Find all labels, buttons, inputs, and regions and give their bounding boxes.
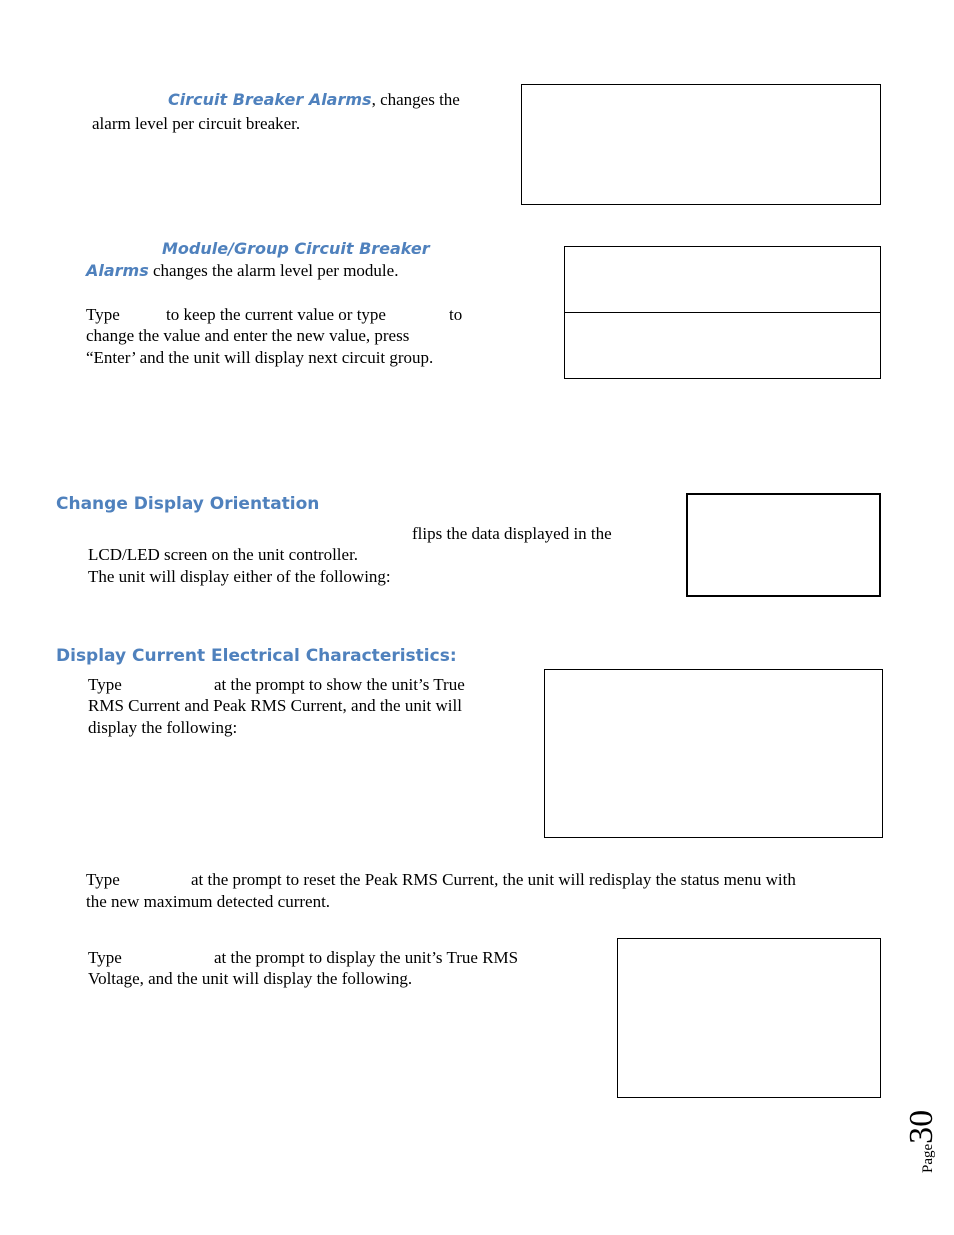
cb-alarms-screen-box: [521, 84, 881, 205]
cb-alarms-text: , changes the: [371, 90, 460, 109]
current-screen-box: [544, 669, 883, 838]
module-line2: change the value and enter the new value, press: [86, 326, 410, 345]
module-alarms-title-line2: Alarms: [86, 261, 149, 280]
cb-alarms-title: Circuit Breaker Alarms: [168, 90, 372, 109]
orientation-screen-box: [686, 493, 881, 597]
reset-line2: the new maximum detected current.: [86, 892, 331, 911]
orientation-line3: The unit will display either of the following:: [88, 567, 391, 586]
orientation-line2: LCD/LED screen on the unit controller.: [88, 545, 359, 564]
module-alarms-text: changes the alarm level per module.: [148, 261, 399, 280]
display-orientation-heading: Change Display Orientation: [56, 494, 320, 514]
cb-alarms-line2: alarm level per circuit breaker.: [92, 114, 301, 133]
module-alarms-screen-box: [564, 246, 881, 379]
current-line2: RMS Current and Peak RMS Current, and the unit will: [88, 696, 462, 715]
cb-alarms-line1: [168, 89, 460, 111]
module-line3: “Enter’ and the unit will display next circuit group.: [86, 348, 434, 367]
module-alarms-line1: [86, 260, 398, 282]
current-line3: display the following:: [88, 718, 238, 737]
current-type-word: Type: [88, 675, 122, 694]
module-alarms-box-divider: [565, 312, 880, 313]
orientation-line1: flips the data displayed in the: [412, 524, 612, 543]
voltage-screen-box: [617, 938, 881, 1098]
page-number-value: 30: [903, 1109, 940, 1144]
module-alarms-title-line1: Module/Group Circuit Breaker: [162, 239, 430, 258]
module-type-word: Type: [86, 305, 120, 324]
module-keep-text: to keep the current value or type: [166, 305, 386, 324]
current-line1: at the prompt to show the unit’s True: [214, 675, 465, 694]
reset-type-word: Type: [86, 870, 120, 889]
voltage-line1: at the prompt to display the unit’s True RMS: [214, 948, 519, 967]
electrical-characteristics-heading: Display Current Electrical Characteristics:: [56, 646, 457, 666]
page-number: [905, 1095, 945, 1175]
reset-line1: at the prompt to reset the Peak RMS Current, the unit will redisplay the status menu with: [191, 870, 796, 889]
page-label: Page: [920, 1143, 936, 1173]
module-to-word: to: [449, 305, 463, 324]
voltage-type-word: Type: [88, 948, 122, 967]
voltage-line2: Voltage, and the unit will display the following.: [88, 969, 413, 988]
